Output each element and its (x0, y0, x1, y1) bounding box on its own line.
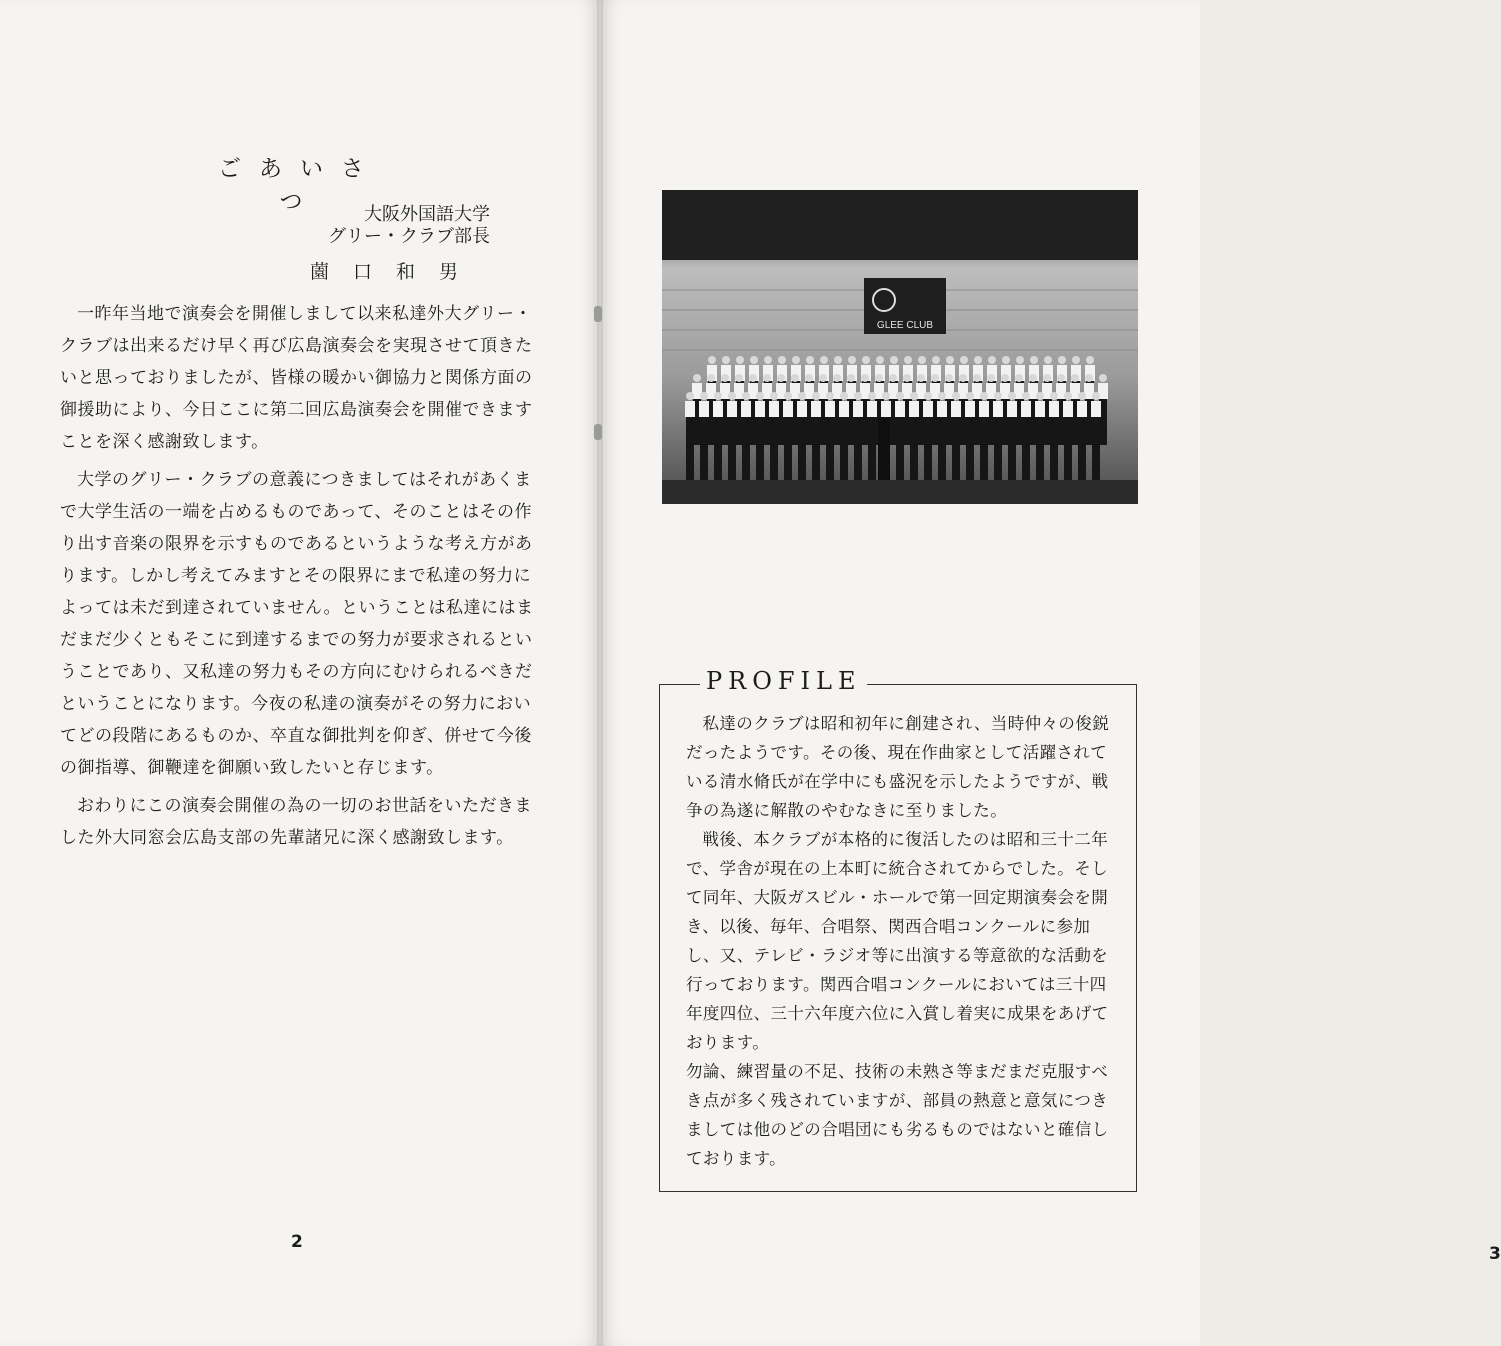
singer-head (840, 392, 848, 400)
singer-head (826, 392, 834, 400)
singer-head (861, 374, 869, 382)
singer-shirt (755, 401, 765, 417)
singer-trousers (798, 417, 806, 481)
singer-trousers (812, 417, 820, 481)
singer-head (903, 374, 911, 382)
staple-icon (594, 306, 602, 322)
affiliation-position: グリー・クラブ部長 (328, 226, 490, 247)
singer-trousers (980, 417, 988, 481)
singer-head (875, 374, 883, 382)
singer-head (973, 374, 981, 382)
singer-head (959, 374, 967, 382)
profile-box (659, 667, 1137, 1192)
singer-head (1029, 374, 1037, 382)
singer-shirt (825, 401, 835, 417)
singer-head (994, 392, 1002, 400)
greeting-paragraph: 一昨年当地で演奏会を開催しまして以来私達外大グリー・クラブは出来るだけ早く再び広島演奏会を実現させて頂きたいと思っておりましたが、皆様の暖かい御協力と関係方面の御援助により、今日ここに第二回広島演奏会を開催できますことを深く感謝致します。 (60, 304, 533, 452)
singer-head (756, 392, 764, 400)
singer-head (1022, 392, 1030, 400)
greeting-paragraph: 大学のグリー・クラブの意義につきましてはそれがあくまで大学生活の一端を占めるものであって、そのことはその作り出す音楽の限界を示すものであるというような考え方があります。しかし考えてみますとその限界にまで私達の努力によっては未だ到達されていません。ということは私達にはまだまだ少くともそこに到達するまでの努力が要求されるということであり、又私達の努力もその方向にむけられるべきだということになります。今夜の私達の演奏がその努力においてどの段階にあるものか、卒直な御批判を仰ぎ、併せて今後の御指導、御鞭達を御願い致したいと存じます。 (60, 470, 534, 778)
profile-title: PROFILE (700, 667, 867, 695)
singer-head (931, 374, 939, 382)
singer-head (854, 392, 862, 400)
singer-head (820, 356, 828, 364)
singer-head (980, 392, 988, 400)
singer-trousers (868, 417, 876, 481)
singer-shirt (923, 401, 933, 417)
singer-shirt (1091, 401, 1101, 417)
singer-shirt (881, 401, 891, 417)
greeting-title: ごあいさつ (218, 156, 382, 215)
singer-trousers (1064, 417, 1072, 481)
greeting-body (60, 298, 540, 860)
singer-head (722, 356, 730, 364)
singer-trousers (994, 417, 1002, 481)
singer-trousers (854, 417, 862, 481)
singer-head (862, 356, 870, 364)
singer-shirt (741, 401, 751, 417)
singer-head (693, 374, 701, 382)
singer-head (749, 374, 757, 382)
singer-head (834, 356, 842, 364)
singer-head (1057, 374, 1065, 382)
singer-head (966, 392, 974, 400)
singer-head (763, 374, 771, 382)
singer-head (952, 392, 960, 400)
singer-head (1043, 374, 1051, 382)
singer-head (735, 374, 743, 382)
center-fold (597, 0, 603, 1346)
singer-head (784, 392, 792, 400)
author-affiliation (270, 204, 490, 248)
singer-head (798, 392, 806, 400)
singer-trousers (924, 417, 932, 481)
singer-shirt (1063, 401, 1073, 417)
singer-trousers (686, 417, 694, 481)
page-number-right: 3 (1489, 1244, 1501, 1264)
singer-trousers (1092, 417, 1100, 481)
singer-head (686, 392, 694, 400)
singer-head (918, 356, 926, 364)
singer-trousers (896, 417, 904, 481)
singer-head (932, 356, 940, 364)
singer-shirt (1049, 401, 1059, 417)
singer-head (1072, 356, 1080, 364)
singer-head (742, 392, 750, 400)
singer-shirt (797, 401, 807, 417)
singer-head (896, 392, 904, 400)
singer-head (1078, 392, 1086, 400)
singer-shirt (769, 401, 779, 417)
singer-head (708, 356, 716, 364)
singer-head (946, 356, 954, 364)
banner-text: GLEE CLUB (876, 320, 934, 331)
singer-shirt (727, 401, 737, 417)
singer-shirt (1077, 401, 1087, 417)
singer-head (1044, 356, 1052, 364)
singer-trousers (826, 417, 834, 481)
singer-head (707, 374, 715, 382)
singer-head (1015, 374, 1023, 382)
singer-head (1071, 374, 1079, 382)
singer-shirt (1035, 401, 1045, 417)
singer-head (1030, 356, 1038, 364)
singer-head (714, 392, 722, 400)
choir-photo-icon (662, 190, 1138, 504)
page-number-left: 2 (291, 1232, 303, 1252)
singer-head (764, 356, 772, 364)
singer-shirt (937, 401, 947, 417)
singer-shirt (993, 401, 1003, 417)
singer-shirt (811, 401, 821, 417)
singer-head (1016, 356, 1024, 364)
singer-shirt (685, 401, 695, 417)
singer-head (736, 356, 744, 364)
singer-head (1001, 374, 1009, 382)
singer-shirt (965, 401, 975, 417)
singer-trousers (1078, 417, 1086, 481)
singer-head (1036, 392, 1044, 400)
singer-head (778, 356, 786, 364)
singer-shirt (853, 401, 863, 417)
choir-photo (662, 190, 1138, 504)
singer-trousers (770, 417, 778, 481)
singer-head (904, 356, 912, 364)
singer-shirt (867, 401, 877, 417)
singer-head (974, 356, 982, 364)
singer-head (833, 374, 841, 382)
profile-paragraph: 私達のクラブは昭和初年に創建され、当時仲々の俊鋭だったようです。その後、現在作曲家として活躍されている清水脩氏が在学中にも盛況を示したようですが、戦争の為遂に解散のやむなきに至りました。 (686, 714, 1110, 820)
left-page (0, 0, 600, 1346)
singer-trousers (700, 417, 708, 481)
staple-icon (594, 424, 602, 440)
singer-trousers (784, 417, 792, 481)
singer-head (1085, 374, 1093, 382)
singer-head (805, 374, 813, 382)
singer-trousers (966, 417, 974, 481)
singer-head (910, 392, 918, 400)
greeting-paragraph: おわりにこの演奏会開催の為の一切のお世話をいただきました外大同窓会広島支部の先輩諸兄に深く感謝致します。 (60, 796, 532, 848)
singer-trousers (756, 417, 764, 481)
singer-head (1092, 392, 1100, 400)
singer-head (812, 392, 820, 400)
singer-head (750, 356, 758, 364)
singer-shirt (839, 401, 849, 417)
singer-trousers (910, 417, 918, 481)
singer-head (960, 356, 968, 364)
affiliation-university: 大阪外国語大学 (364, 204, 490, 225)
singer-head (924, 392, 932, 400)
singer-head (1008, 392, 1016, 400)
profile-paragraph: 戦後、本クラブが本格的に復活したのは昭和三十二年で、学舎が現在の上本町に統合されてからでした。そして同年、大阪ガスビル・ホールで第一回定期演奏会を開き、以後、毎年、合唱祭、関西合唱コンクールに参加し、又、テレビ・ラジオ等に出演する等意欲的な活動を行っております。関西合唱コンクールにおいては三十四年度四位、三十六年度六位に入賞し着実に成果をあげております。 (686, 830, 1109, 1052)
singer-head (988, 356, 996, 364)
singer-head (890, 356, 898, 364)
singer-shirt (895, 401, 905, 417)
singer-shirt (979, 401, 989, 417)
singer-head (1064, 392, 1072, 400)
conductor (878, 418, 890, 480)
singer-head (987, 374, 995, 382)
profile-paragraph: 勿論、練習量の不足、技術の未熟さ等まだまだ克服すべき点が多く残されていますが、部員の熱意と意気につきましては他のどの合唱団にも劣るものではないと確信しております。 (686, 1062, 1109, 1168)
singer-trousers (1022, 417, 1030, 481)
singer-trousers (714, 417, 722, 481)
singer-head (700, 392, 708, 400)
singer-head (917, 374, 925, 382)
singer-shirt (713, 401, 723, 417)
singer-head (1050, 392, 1058, 400)
singer-shirt (699, 401, 709, 417)
singer-head (868, 392, 876, 400)
singer-head (889, 374, 897, 382)
singer-head (1058, 356, 1066, 364)
author-name: 薗口和男 (310, 261, 483, 283)
singer-head (721, 374, 729, 382)
singer-head (1086, 356, 1094, 364)
singer-head (1002, 356, 1010, 364)
singer-head (792, 356, 800, 364)
singer-trousers (840, 417, 848, 481)
singer-trousers (952, 417, 960, 481)
singer-trousers (1036, 417, 1044, 481)
singer-head (791, 374, 799, 382)
profile-body (686, 709, 1114, 1173)
singer-shirt (1021, 401, 1031, 417)
singer-head (882, 392, 890, 400)
singer-head (728, 392, 736, 400)
singer-shirt (909, 401, 919, 417)
singer-head (847, 374, 855, 382)
singer-head (876, 356, 884, 364)
singer-head (770, 392, 778, 400)
singer-trousers (1050, 417, 1058, 481)
singer-trousers (728, 417, 736, 481)
singer-trousers (938, 417, 946, 481)
singer-shirt (951, 401, 961, 417)
singer-head (938, 392, 946, 400)
singer-trousers (742, 417, 750, 481)
singer-head (819, 374, 827, 382)
singer-head (1099, 374, 1107, 382)
singer-trousers (1008, 417, 1016, 481)
singer-head (777, 374, 785, 382)
singer-head (806, 356, 814, 364)
singer-head (848, 356, 856, 364)
singer-shirt (783, 401, 793, 417)
singer-shirt (1007, 401, 1017, 417)
singer-head (945, 374, 953, 382)
